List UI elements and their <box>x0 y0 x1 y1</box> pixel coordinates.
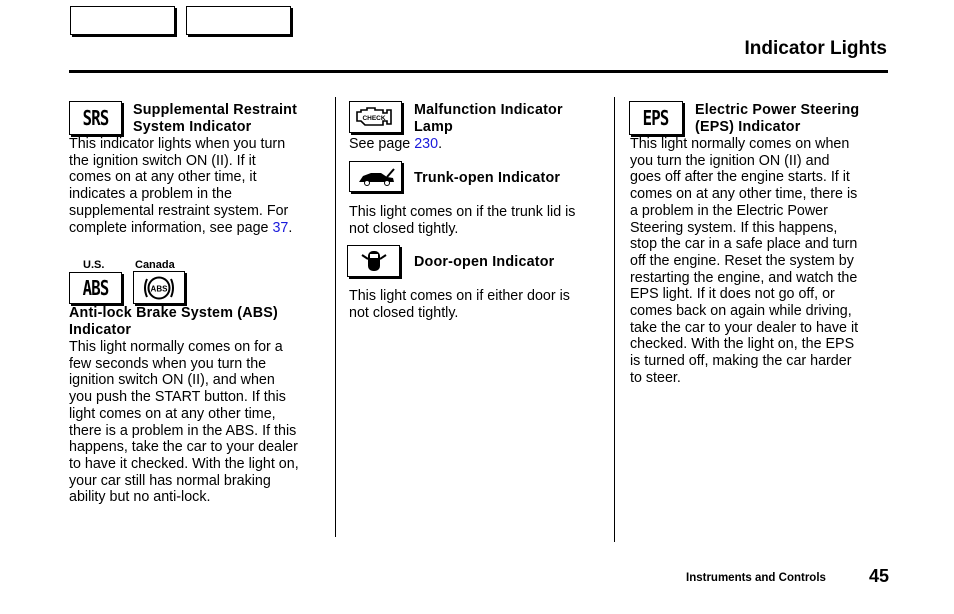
abs-canada-label: Canada <box>135 259 175 271</box>
trunk-open-icon <box>349 161 402 192</box>
check-engine-icon-text: CHECK <box>361 115 386 122</box>
previous-page-button[interactable] <box>70 6 175 35</box>
title-divider <box>69 70 888 73</box>
abs-us-icon: ABS <box>69 272 122 304</box>
abs-us-label: U.S. <box>83 259 105 271</box>
column-divider-right <box>614 97 615 542</box>
page-230-link[interactable]: 230 <box>414 136 439 152</box>
door-open-icon <box>347 245 400 277</box>
mil-heading: Malfunction Indicator Lamp <box>414 102 563 135</box>
eps-heading: Electric Power Steering (EPS) Indicator <box>695 102 860 135</box>
trunk-description: This light comes on if the trunk lid is not closed tightly. <box>349 204 576 237</box>
srs-description: This indicator lights when you turn the ignition switch ON (II). If it comes on at any other time, it indicates a problem in the supplemental restraint system. For complete information, see page 37. <box>69 136 293 236</box>
mil-description: See page 230. <box>349 136 443 152</box>
check-engine-icon <box>349 101 402 133</box>
eps-indicator-icon: EPS <box>629 101 683 135</box>
section-name: Instruments and Controls <box>686 572 826 584</box>
door-heading: Door-open Indicator <box>414 254 555 270</box>
page-37-link[interactable]: 37 <box>272 219 289 236</box>
eps-description: This light normally comes on when you turn the ignition ON (II) and goes off after the engine starts. If it comes on at any other time, there is a problem in the Electric Power Steering system. If this happens, stop the car in a safe place and turn off the engine. Reset the system by restarting the engine, and watch the EPS light. If it does not go off, or comes back on again while driving, take the car to your dealer to have it checked. With the light on, the EPS is turned off, making the car harder to steer. <box>630 136 859 386</box>
abs-description: This light normally comes on for a few seconds when you turn the ignition switch ON (II), and when you push the START button. If this light comes on at any other time, there is a problem in the ABS. If this happens, take the car to your dealer to have it checked. With the light on, your car still has normal braking ability but no anti-lock. <box>69 339 299 506</box>
srs-indicator-icon: SRS <box>69 101 122 135</box>
door-description: This light comes on if either door is not closed tightly. <box>349 288 570 321</box>
abs-canada-icon-text: ABS <box>150 284 168 293</box>
abs-canada-icon <box>133 271 185 304</box>
page-title: Indicator Lights <box>744 38 887 59</box>
page-number: 45 <box>869 566 890 586</box>
abs-heading: Anti-lock Brake System (ABS) Indicator <box>69 305 278 338</box>
srs-heading: Supplemental Restraint System Indicator <box>133 102 298 135</box>
column-divider-left <box>335 97 336 537</box>
trunk-heading: Trunk-open Indicator <box>414 170 561 186</box>
next-page-button[interactable] <box>186 6 291 35</box>
